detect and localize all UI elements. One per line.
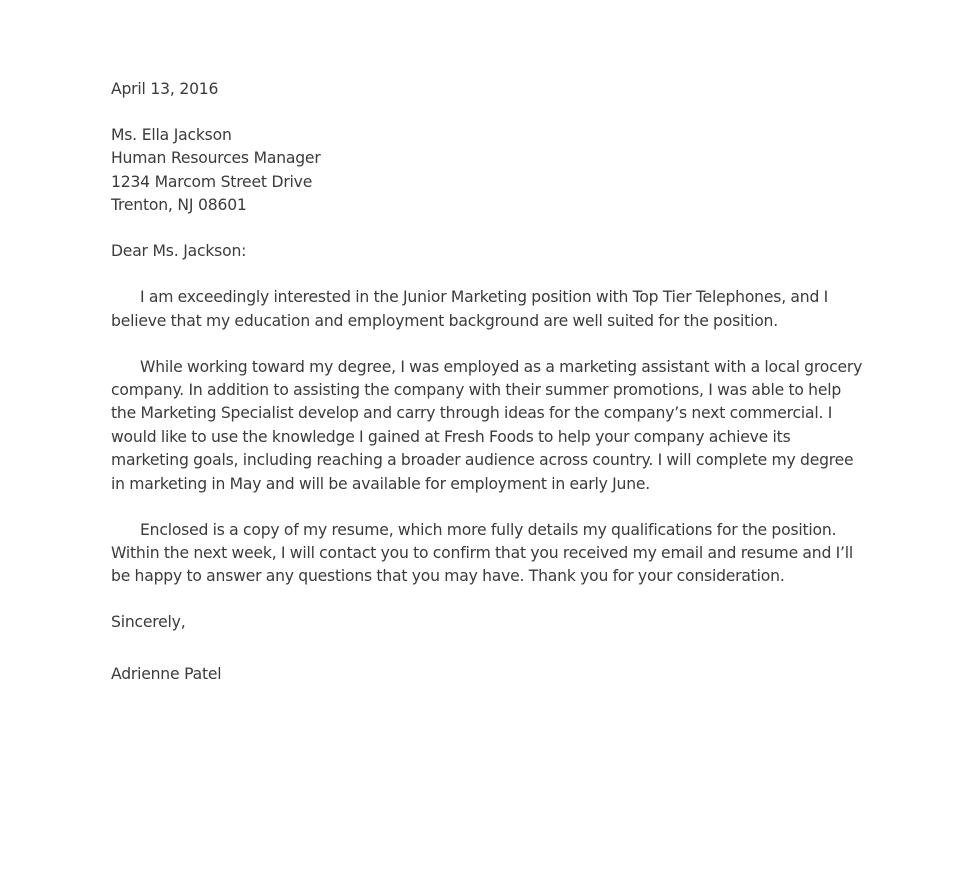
recipient-street: 1234 Marcom Street Drive (111, 172, 313, 191)
recipient-address (111, 124, 863, 218)
body-paragraph-3: Enclosed is a copy of my resume, which more fully details my qualifications for the position. Within the next week, I will contact you to confirm that you received my email and resume and I’ll be happy to answer any questions that you may have. Thank you for your consideration. (111, 520, 854, 586)
recipient-title: Human Resources Manager (111, 149, 321, 168)
letter-document (111, 78, 863, 686)
salutation: Dear Ms. Jackson: (111, 242, 247, 261)
letter-date: April 13, 2016 (111, 80, 219, 98)
closing: Sincerely, (111, 613, 186, 632)
body-paragraph-1: I am exceedingly interested in the Junior Marketing position with Top Tier Telephones, and I believe that my education and employment background are well suited for the position. (111, 288, 828, 330)
recipient-city-state-zip: Trenton, NJ 08601 (111, 196, 247, 215)
recipient-name: Ms. Ella Jackson (111, 126, 232, 144)
signature-name: Adrienne Patel (111, 664, 222, 683)
body-paragraph-2: While working toward my degree, I was employed as a marketing assistant with a local grocery company. In addition to assisting the company with their summer promotions, I was able to help the Marketing Specialist develop and carry through ideas for the company’s next commercial. I would like to use the knowledge I gained at Fresh Foods to help your company achieve its marketing goals, including reaching a broader audience across country. I will complete my degree in marketing in May and will be available for employment in early June. (111, 357, 863, 493)
